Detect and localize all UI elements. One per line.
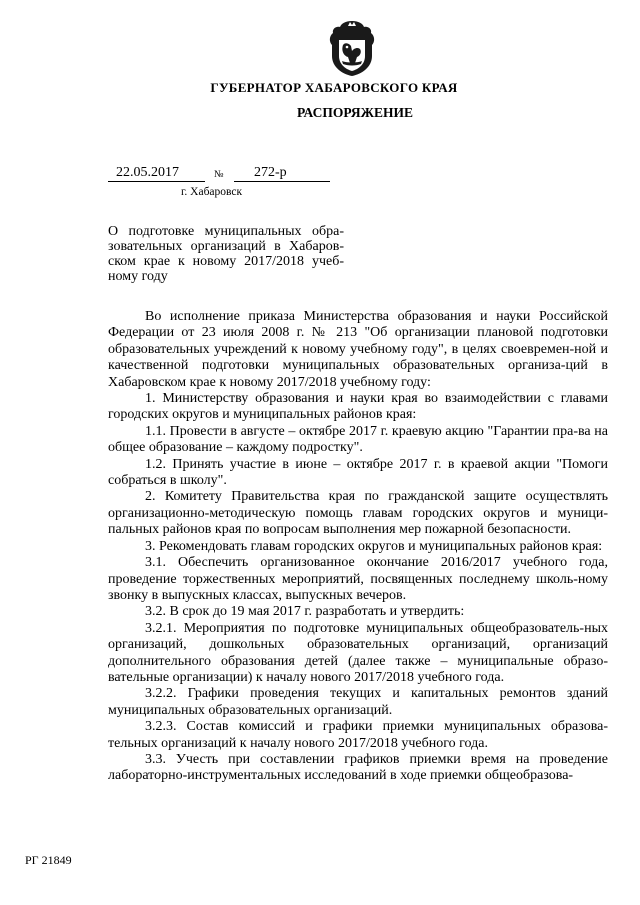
document-number: 272-р — [234, 164, 330, 182]
paragraph-3: 3. Рекомендовать главам городских округов и муниципальных районов края: — [145, 538, 603, 554]
paragraph-3-2-1: 3.2.1. Мероприятия по подготовке муниципальных общеобразователь-ных организаций, дошкольных образовательных организаций, организаций дополнительного образования детей (далее также – муниципальные образо-вательные организации) к началу нового 2017/2018 учебного года. — [108, 620, 608, 685]
paragraph-3-1: 3.1. Обеспечить организованное окончание 2016/2017 учебного года, проведение торжественных мероприятий, посвященных последнему школь-ному звонку в выпускных классах, выпускных вечеров. — [108, 555, 608, 603]
paragraph-1: 1. Министерству образования и науки края во взаимодействии с главами городских округов и муниципальных районов края: — [108, 391, 608, 423]
paragraph-3-3: 3.3. Учесть при составлении графиков приемки время на проведение лабораторно-инструментальных исследований в ходе приемки общеобразова- — [108, 751, 608, 784]
paragraph-3-2-3: 3.2.3. Состав комиссий и графики приемки муниципальных образова-тельных организаций к началу нового 2017/2018 учебного года. — [108, 719, 608, 751]
issue-city: г. Хабаровск — [181, 186, 243, 198]
paragraph-3-2-2: 3.2.2. Графики проведения текущих и капитальных ремонтов зданий муниципальных образовательных организаций. — [108, 686, 608, 718]
document-type: РАСПОРЯЖЕНИЕ — [296, 105, 414, 120]
paragraph-intro: Во исполнение приказа Министерства образования и науки Российской Федерации от 23 июля 2008 г. № 213 "Об организации плановой подготовки образовательных учреждений к новому учебному году", в целях своевремен-ной и качественной подготовки муниципальных образовательных организа-ций в Хабаровском крае к новому 2017/2018 учебному году: — [108, 309, 608, 390]
paragraph-1-1: 1.1. Провести в августе – октябре 2017 г. краевую акцию "Гарантии пра-ва на общее образование – каждому подростку". — [108, 423, 608, 456]
document-body — [108, 309, 608, 785]
coat-of-arms-icon — [326, 18, 378, 78]
document-date: 22.05.2017 — [108, 164, 205, 182]
paragraph-1-2: 1.2. Принять участие в июне – октябре 2017 г. в краевой акции "Помоги собраться в школу". — [108, 456, 608, 489]
paragraph-3-2: 3.2. В срок до 19 мая 2017 г. разработать и утвердить: — [145, 604, 465, 620]
document-subject: О подготовке муниципальных обра-зовательных организаций в Хабаров-ском крае к новому 2017/2018 учеб-ному году — [108, 224, 344, 284]
number-sign: № — [214, 169, 224, 180]
registration-code: РГ 21849 — [25, 853, 72, 867]
paragraph-2: 2. Комитету Правительства края по гражданской защите осуществлять организационно-методическую помощь главам городских округов и муници-пальных районов края по вопросам выполнения мер пожарной безопасности. — [108, 489, 608, 538]
issuer-title: ГУБЕРНАТОР ХАБАРОВСКОГО КРАЯ — [210, 80, 458, 95]
